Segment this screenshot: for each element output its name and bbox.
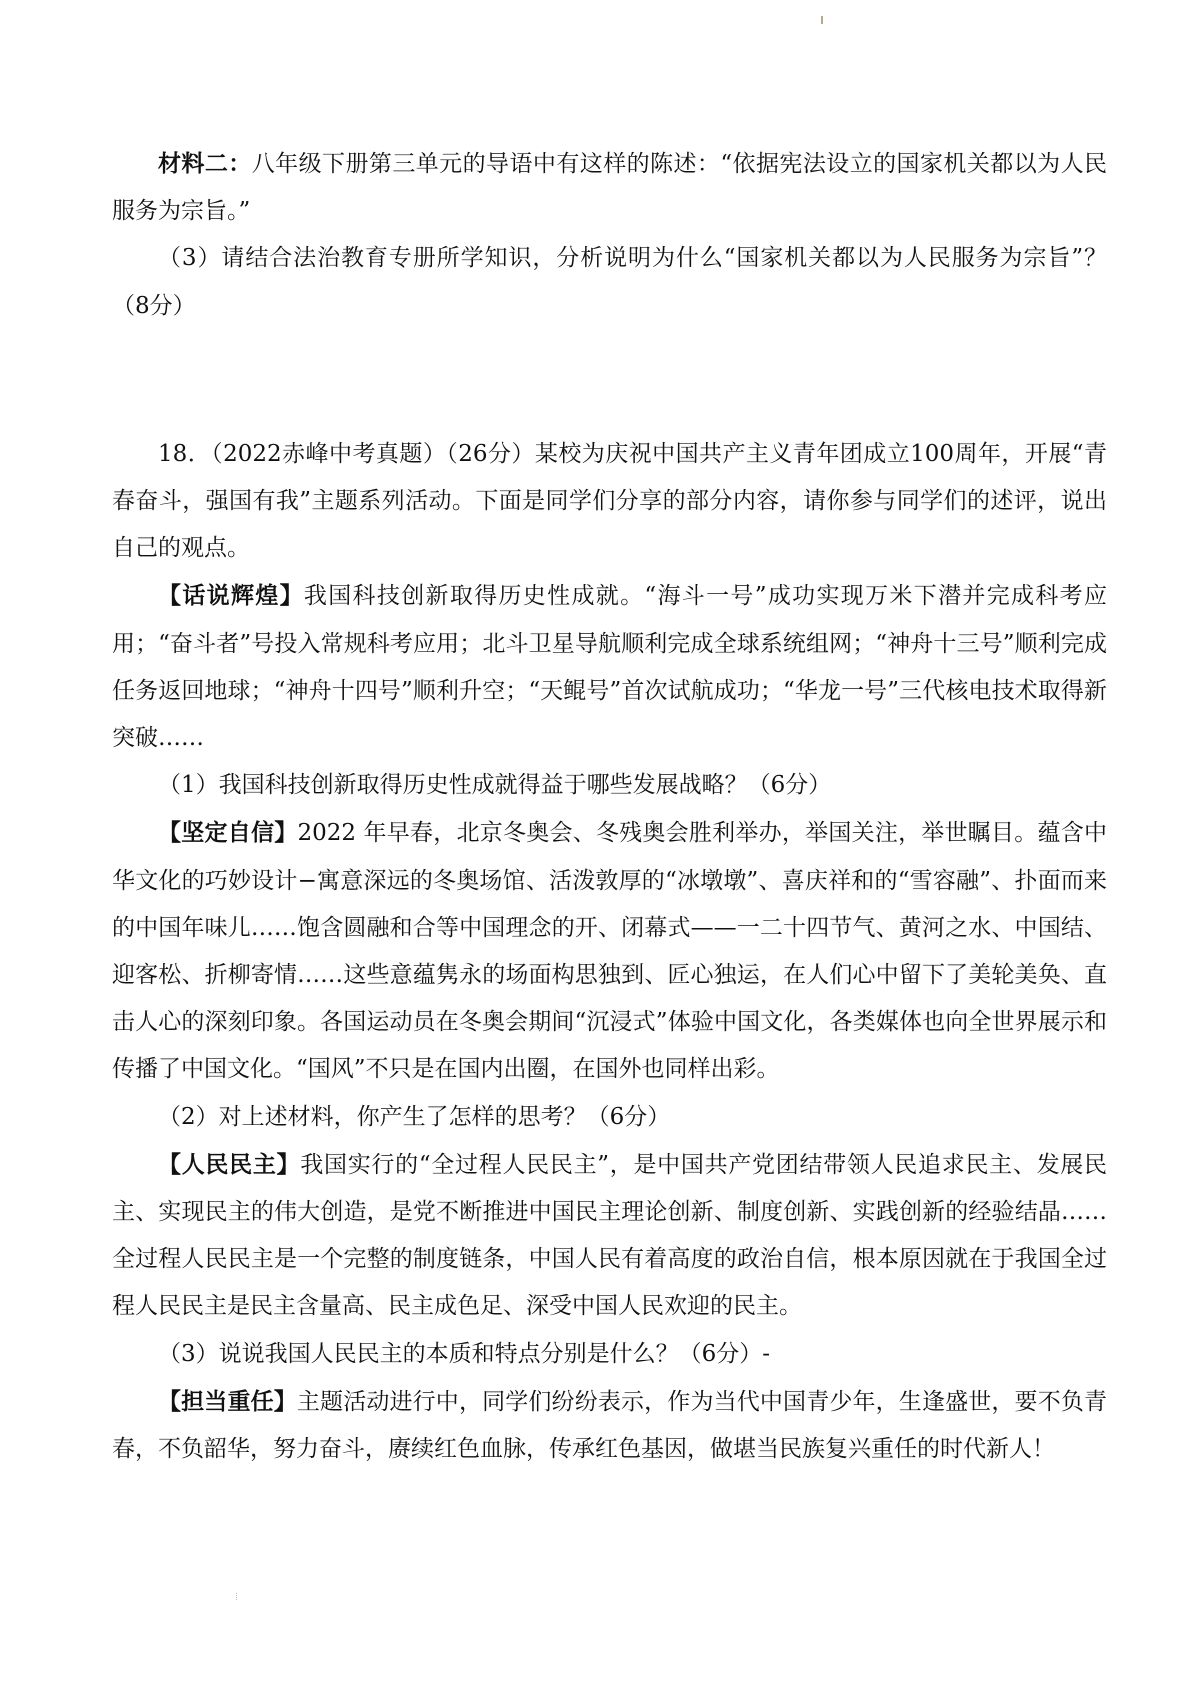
section-responsibility-paragraph [112, 1378, 1107, 1473]
question-18-2: （2）对上述材料，你产生了怎样的思考？（6分） [158, 1103, 671, 1130]
section-responsibility-text: 主题活动进行中，同学们纷纷表示，作为当代中国青少年，生逢盛世，要不负青春，不负韶华，努力奋斗，赓续红色血脉，传承红色基因，做堪当民族复兴重任的时代新人！ [112, 1388, 1108, 1463]
scan-dots [236, 1593, 238, 1600]
section-glory-paragraph [112, 572, 1107, 762]
material-two-paragraph [112, 140, 1107, 235]
material-two-text: 八年级下册第三单元的导语中有这样的陈述：“依据宪法设立的国家机关都以为人民服务为宗旨。” [112, 151, 1108, 225]
section-confidence-title: 【坚定自信】 [158, 819, 298, 847]
section-responsibility-title: 【担当重任】 [158, 1387, 297, 1415]
section-democracy-title: 【人民民主】 [158, 1150, 301, 1178]
question-18-1: （1）我国科技创新取得历史性成就得益于哪些发展战略？（6分） [158, 772, 832, 799]
section-democracy-paragraph [112, 1141, 1107, 1331]
section-confidence-text: 2022 年早春，北京冬奥会、冬残奥会胜利举办，举国关注，举世瞩目。蕴含中华文化的巧妙设计−寓意深远的冬奥场馆、活泼敦厚的“冰墩墩”、喜庆祥和的“雪容融”、扑面而来的中国年味儿……饱含圆融和合等中国理念的开、闭幕式——一二十四节气、黄河之水、中国结、迎客松、折柳寄情……这些意蕴隽永的场面构思独到、匠心独运，在人们心中留下了美轮美奂、直击人心的深刻印象。各国运动员在冬奥会期间“沉浸式”体验中国文化，各类媒体也向全世界展示和传播了中国文化。“国风”不只是在国内出圈，在国外也同样出彩。 [112, 820, 1107, 1083]
document-page [112, 140, 1107, 1473]
section-gap [112, 330, 1107, 431]
section-glory-title: 【话说辉煌】 [158, 582, 304, 610]
material-two-question-3: （3）请结合法治教育专册所学知识，分析说明为什么“国家机关都以为人民服务为宗旨”？（8分） [112, 245, 1107, 319]
material-two-label: 材料二： [158, 150, 252, 177]
question-18-intro: 18．（2022赤峰中考真题）（26分）某校为庆祝中国共产主义青年团成立100周年，开展“青春奋斗，强国有我”主题系列活动。下面是同学们分享的部分内容，请你参与同学们的述评，说出自己的观点。 [112, 440, 1107, 562]
section-glory-text: 我国科技创新取得历史性成就。“海斗一号”成功实现万米下潜并完成科考应用；“奋斗者”号投入常规科考应用；北斗卫星导航顺利完成全球系统组网；“神舟十三号”顺利完成任务返回地球；“神舟十四号”顺利升空；“天鲲号”首次试航成功；“华龙一号”三代核电技术取得新突破…… [112, 583, 1107, 752]
section-democracy-text: 我国实行的“全过程人民民主”，是中国共产党团结带领人民追求民主、发展民主、实现民主的伟大创造，是党不断推进中国民主理论创新、制度创新、实践创新的经验结晶……全过程人民民主是一个完整的制度链条，中国人民有着高度的政治自信，根本原因就在于我国全过程人民民主是民主含量高、民主成色足、深受中国人民欢迎的民主。 [112, 1151, 1107, 1320]
scan-mark [821, 16, 823, 24]
section-confidence-paragraph [112, 809, 1107, 1093]
question-18-3: （3）说说我国人民民主的本质和特点分别是什么？（6分）- [158, 1340, 771, 1367]
